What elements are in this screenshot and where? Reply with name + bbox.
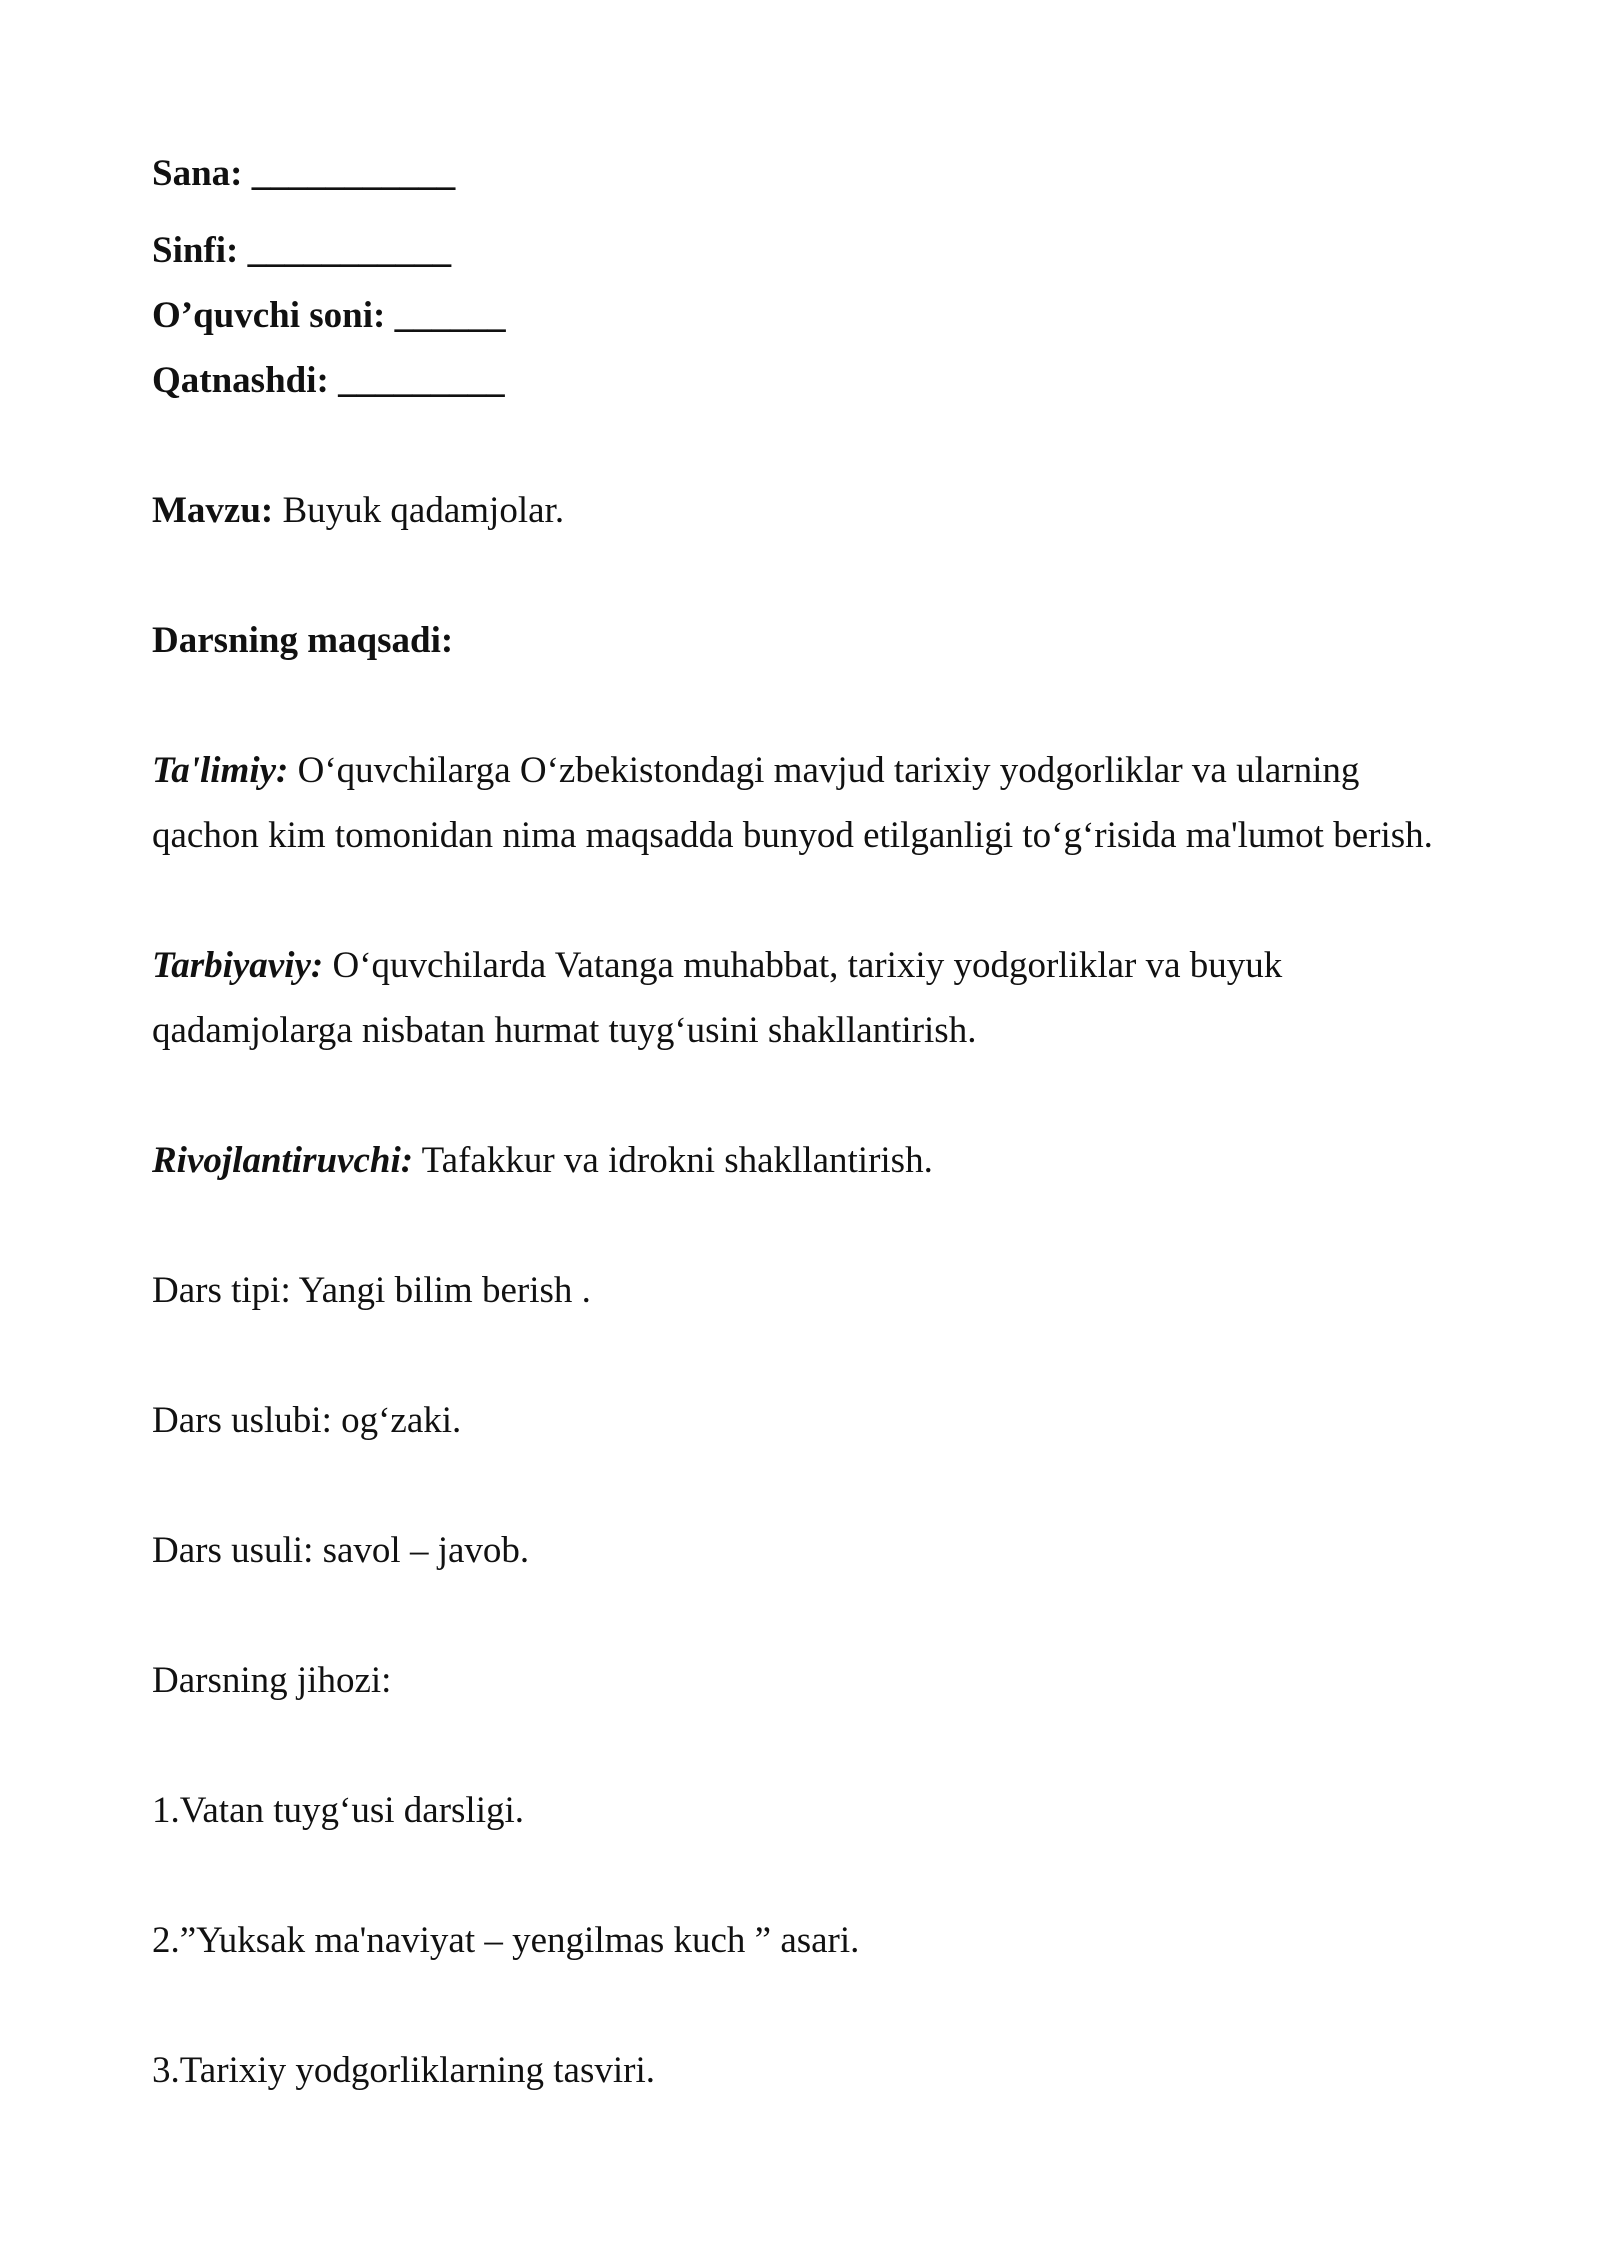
qatnashdi-field [152,358,505,404]
mavzu-text: Buyuk qadamjolar. [273,490,565,531]
sinfi-blank: ___________ [247,230,452,271]
sana-blank: ___________ [251,153,456,194]
sinfi-field [152,228,451,274]
tarbiyaviy-label: Tarbiyaviy: [152,945,324,986]
oquvchi-soni-label: O’quvchi soni: [152,295,386,336]
rivojlantiruvchi-text: Tafakkur va idrokni shakllantirish. [413,1140,933,1181]
sinfi-label: Sinfi: [152,230,239,271]
rivojlantiruvchi-line [152,1138,933,1184]
tarbiyaviy-line-1 [152,943,1282,989]
jihozi-item-1: 1.Vatan tuyg‘usi darsligi. [152,1790,525,1831]
mavzu-line [152,488,564,534]
jihozi-item-2: 2.”Yuksak ma'naviyat – yengilmas kuch ” asari. [152,1920,860,1961]
qatnashdi-label: Qatnashdi: [152,360,329,401]
maqsad-heading: Darsning maqsadi: [152,620,454,661]
oquvchi-soni-blank: ______ [394,295,506,336]
talimiy-text-1: O‘quvchilarga O‘zbekistondagi mavjud tarixiy yodgorliklar va ularning [288,750,1360,791]
dars-usuli: Dars usuli: savol – javob. [152,1530,530,1571]
talimiy-line-2: qachon kim tomonidan nima maqsadda bunyod etilganligi to‘g‘risida ma'lumot berish. [152,815,1433,856]
jihozi-heading: Darsning jihozi: [152,1660,392,1701]
oquvchi-soni-field [152,293,506,339]
dars-tipi: Dars tipi: Yangi bilim berish . [152,1270,591,1311]
tarbiyaviy-line-2: qadamjolarga nisbatan hurmat tuyg‘usini shakllantirish. [152,1010,977,1051]
jihozi-item-3: 3.Tarixiy yodgorliklarning tasviri. [152,2050,655,2091]
sana-label: Sana: [152,153,243,194]
qatnashdi-blank: _________ [338,360,505,401]
dars-uslubi: Dars uslubi: og‘zaki. [152,1400,462,1441]
mavzu-label: Mavzu: [152,490,274,531]
rivojlantiruvchi-label: Rivojlantiruvchi: [152,1140,414,1181]
talimiy-line-1 [152,748,1359,794]
tarbiyaviy-text-1: O‘quvchilarda Vatanga muhabbat, tarixiy yodgorliklar va buyuk [323,945,1283,986]
talimiy-label: Ta'limiy: [152,750,289,791]
sana-field [152,151,455,197]
